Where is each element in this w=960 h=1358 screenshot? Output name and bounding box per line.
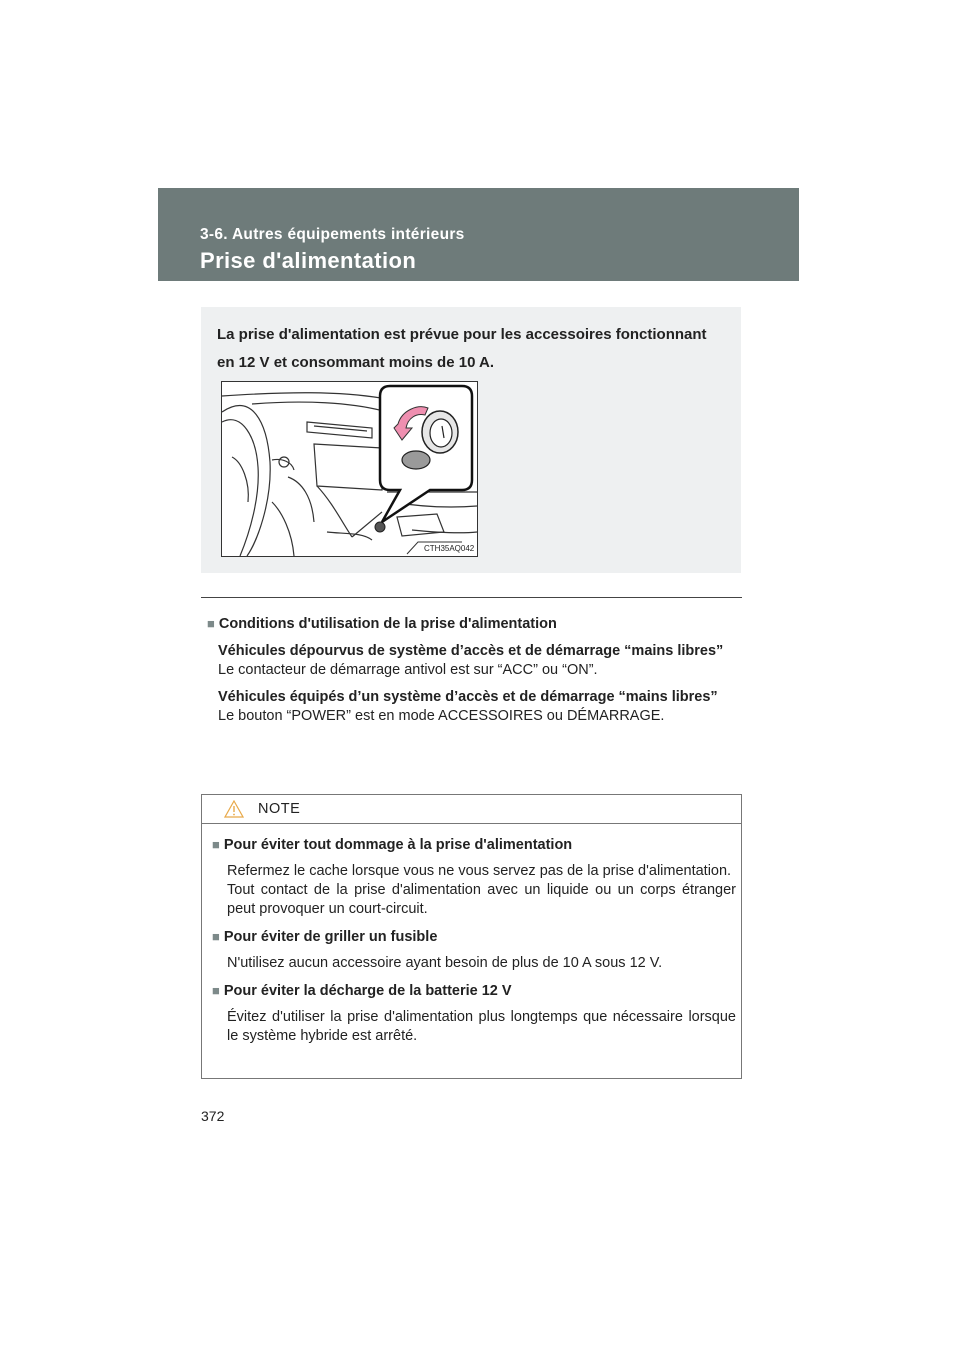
condition-text: Le contacteur de démarrage antivol est sur “ACC” ou “ON”.: [218, 662, 598, 678]
square-bullet-icon: ■: [212, 983, 220, 998]
section-label: 3-6. Autres équipements intérieurs: [200, 226, 465, 243]
note-header: [202, 795, 741, 824]
square-bullet-icon: ■: [207, 616, 215, 631]
note-item-heading: ■ Pour éviter la décharge de la batterie 12 V: [212, 983, 512, 999]
page-title: Prise d'alimentation: [200, 248, 417, 273]
note-box: [201, 794, 742, 1079]
note-item-heading: ■ Pour éviter tout dommage à la prise d'alimentation: [212, 837, 573, 853]
condition-text: Le bouton “POWER” est en mode ACCESSOIRES ou DÉMARRAGE.: [218, 708, 665, 724]
conditions-heading: ■ Conditions d'utilisation de la prise d'alimentation: [207, 616, 557, 632]
intro-box: [201, 307, 741, 573]
note-item-text: N'utilisez aucun accessoire ayant besoin de plus de 10 A sous 12 V.: [227, 955, 663, 971]
condition-title: Véhicules équipés d’un système d’accès et de démarrage “mains libres”: [218, 689, 718, 705]
note-label: NOTE: [258, 801, 301, 817]
condition-title: Véhicules dépourvus de système d’accès et de démarrage “mains libres”: [218, 643, 724, 659]
square-bullet-icon: ■: [212, 929, 220, 944]
dashboard-drawing: [222, 382, 477, 556]
intro-text: La prise d'alimentation est prévue pour les accessoires fonctionnant en 12 V et consommant moins de 10 A.: [217, 326, 707, 371]
condition-group: [218, 642, 735, 680]
divider: [201, 597, 742, 598]
note-body: [212, 835, 736, 1054]
note-item-text: Refermez le cache lorsque vous ne vous servez pas de la prise d'alimentation. Tout contact de la prise d'alimentation avec un liquide ou un corps étranger peut provoquer un court-circuit.: [227, 863, 736, 917]
section-header: [158, 188, 799, 281]
conditions-section: [207, 614, 735, 734]
square-bullet-icon: ■: [212, 837, 220, 852]
power-outlet-illustration: [221, 381, 478, 557]
page-number: 372: [201, 1108, 225, 1124]
image-code: CTH35AQ042: [424, 544, 475, 553]
note-item-text: Évitez d'utiliser la prise d'alimentation plus longtemps que nécessaire lorsque le système hybride est arrêté.: [227, 1009, 736, 1044]
condition-group: [218, 688, 735, 726]
note-item-heading: ■ Pour éviter de griller un fusible: [212, 929, 438, 945]
warning-triangle-icon: [224, 800, 244, 818]
